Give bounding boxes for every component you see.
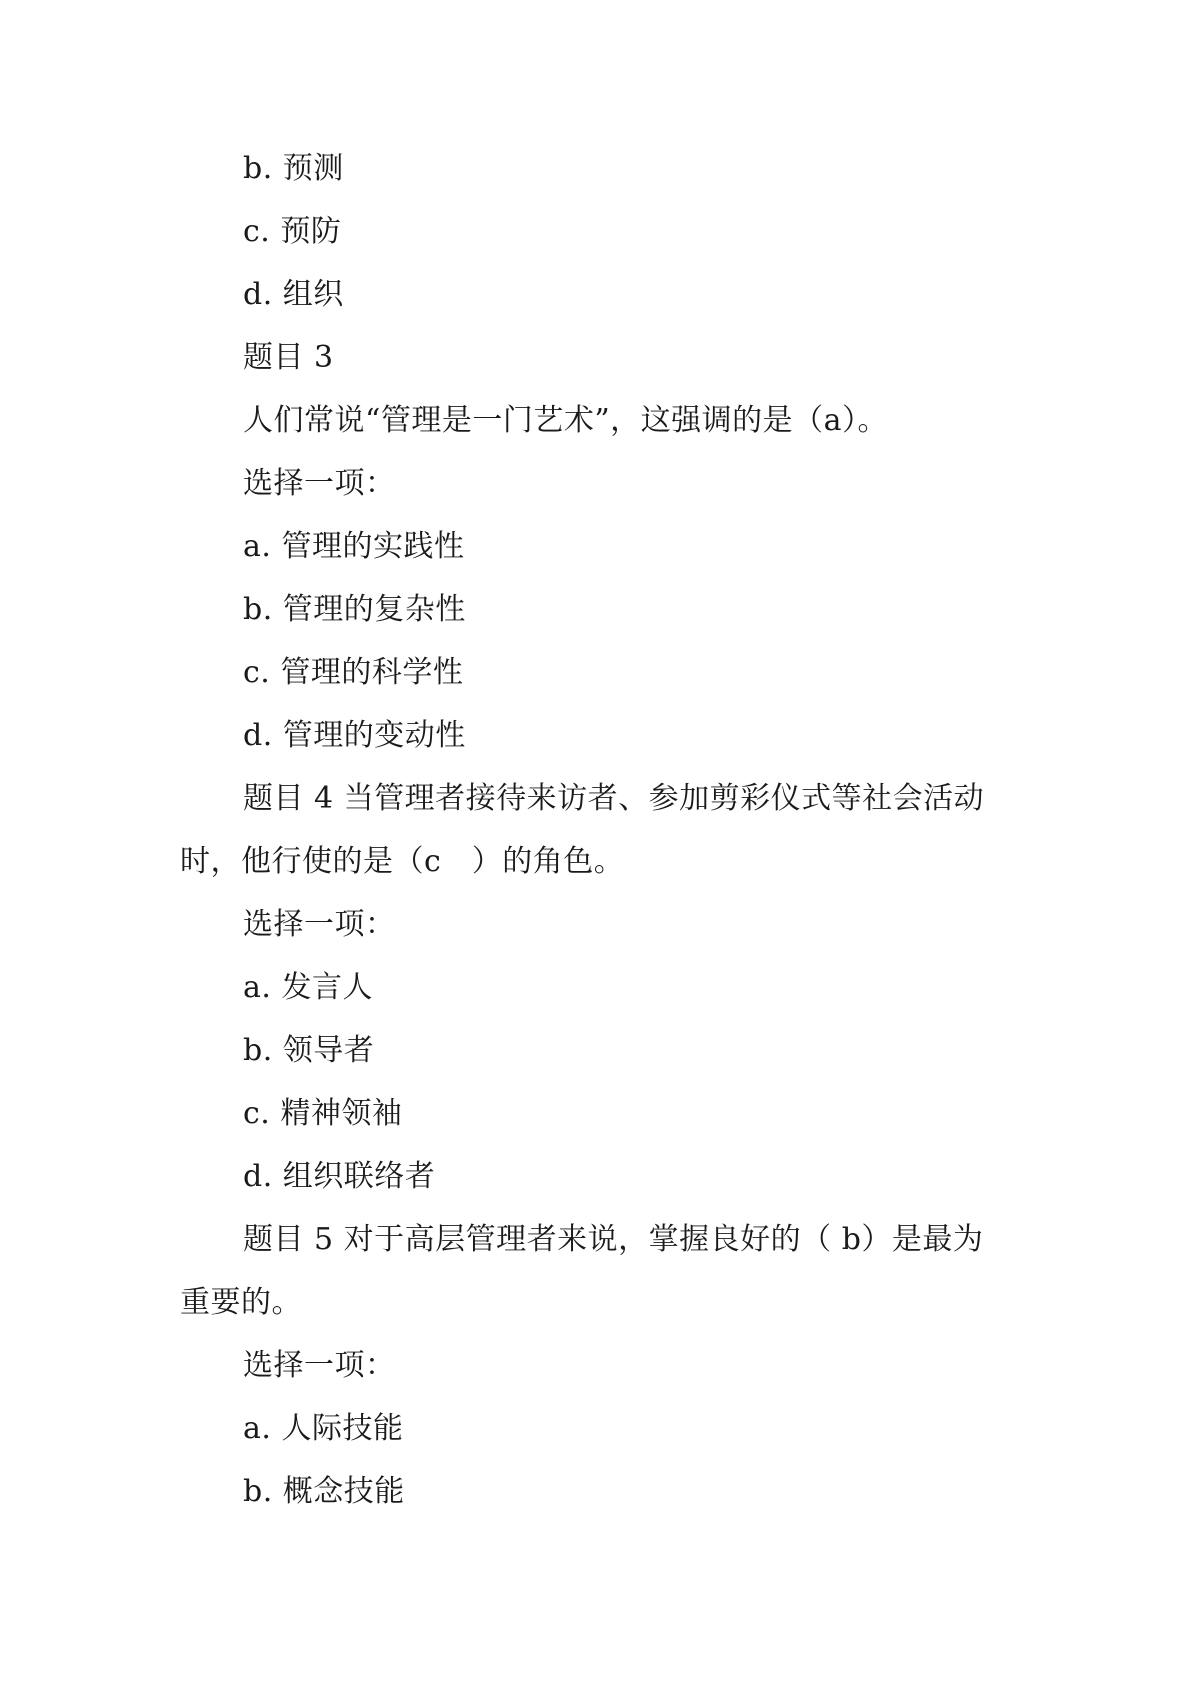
document-body [180,137,1012,1523]
option-b-q2: b. 预测 [243,151,344,186]
option-b-q5: b. 概念技能 [243,1474,405,1509]
option-a-q5: a. 人际技能 [243,1411,404,1446]
option-c-q2: c. 预防 [243,214,342,249]
option-d-q3: d. 管理的变动性 [243,718,466,753]
option-b-q3: b. 管理的复杂性 [243,592,466,627]
question-5-text-line-1: 题目 5 对于高层管理者来说，掌握良好的（ b）是最为 [243,1222,984,1257]
question-5-select-prompt: 选择一项： [243,1348,396,1383]
option-b-q4: b. 领导者 [243,1033,375,1068]
option-d-q4: d. 组织联络者 [243,1159,436,1194]
question-4-text-line-2: 时，他行使的是（c ）的角色。 [180,844,625,879]
question-3-text: 人们常说“管理是一门艺术”，这强调的是（a）。 [243,403,889,438]
option-c-q3: c. 管理的科学性 [243,655,464,690]
question-4-select-prompt: 选择一项： [243,907,396,942]
option-c-q4: c. 精神领袖 [243,1096,403,1131]
option-a-q4: a. 发言人 [243,970,373,1005]
question-3-heading: 题目 3 [243,340,334,375]
option-d-q2: d. 组织 [243,277,344,312]
option-a-q3: a. 管理的实践性 [243,529,465,564]
question-5-text-line-2: 重要的。 [180,1285,302,1320]
question-3-select-prompt: 选择一项： [243,466,396,501]
question-4-text-line-1: 题目 4 当管理者接待来访者、参加剪彩仪式等社会活动 [243,781,985,816]
